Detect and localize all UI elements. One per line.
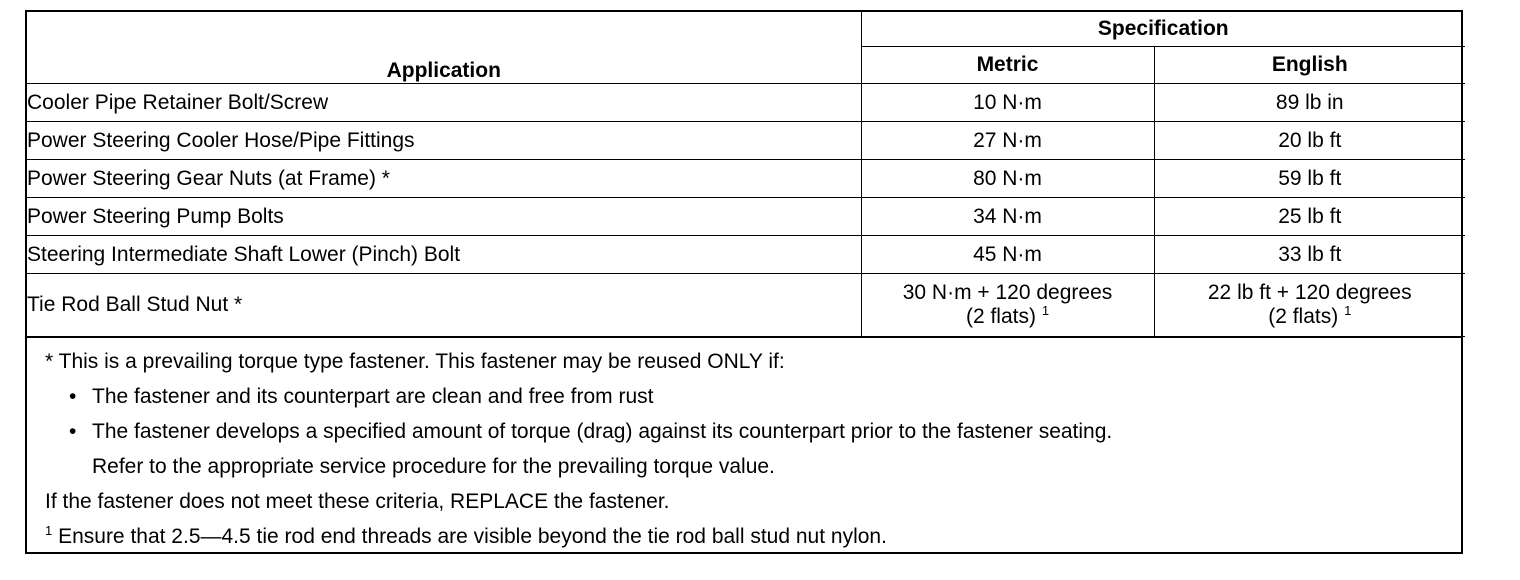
footnote-reference: 1 bbox=[1041, 303, 1050, 318]
metric-cell bbox=[861, 274, 1154, 337]
application-cell: Power Steering Gear Nuts (at Frame) * bbox=[27, 160, 861, 198]
application-cell: Power Steering Cooler Hose/Pipe Fittings bbox=[27, 122, 861, 160]
footnote-mark: 1 bbox=[45, 523, 53, 538]
footnote-reference: 1 bbox=[1344, 303, 1352, 318]
fastener-specification-table bbox=[25, 10, 1463, 554]
english-cell: 33 lb ft bbox=[1154, 236, 1465, 274]
english-cell: 59 lb ft bbox=[1154, 160, 1465, 198]
footnote-text: Ensure that 2.5—4.5 tie rod end threads are visible beyond the tie rod ball stud nut nylon. bbox=[58, 525, 887, 548]
list-item-text: The fastener develops a specified amount of torque (drag) against its counterpart prior to the fastener seating. bbox=[92, 420, 1113, 443]
list-item-continuation bbox=[67, 449, 1461, 484]
table-row bbox=[27, 236, 1465, 274]
list-item-text: Refer to the appropriate service procedure for the prevailing torque value. bbox=[92, 455, 775, 478]
list-item bbox=[67, 379, 1461, 414]
application-cell: Steering Intermediate Shaft Lower (Pinch) Bolt bbox=[27, 236, 861, 274]
table-row bbox=[27, 160, 1465, 198]
metric-cell: 80 N·m bbox=[861, 160, 1154, 198]
prevailing-torque-note: * This is a prevailing torque type fastener. This fastener may be reused ONLY if: bbox=[45, 350, 785, 373]
english-cell: 89 lb in bbox=[1154, 84, 1465, 122]
english-cell bbox=[1154, 274, 1465, 337]
specification-header: Specification bbox=[861, 12, 1465, 47]
metric-cell: 27 N·m bbox=[861, 122, 1154, 160]
table-row bbox=[27, 274, 1465, 337]
bullet-icon: • bbox=[69, 420, 77, 443]
notes-section bbox=[27, 337, 1461, 554]
english-header: English bbox=[1154, 47, 1465, 84]
replace-criteria-note: If the fastener does not meet these criteria, REPLACE the fastener. bbox=[45, 490, 670, 513]
application-cell: Tie Rod Ball Stud Nut * bbox=[27, 274, 861, 337]
bullet-icon: • bbox=[69, 385, 77, 408]
application-header: Application bbox=[27, 12, 861, 84]
list-item-text: The fastener and its counterpart are clean and free from rust bbox=[92, 385, 654, 408]
application-cell: Cooler Pipe Retainer Bolt/Screw bbox=[27, 84, 861, 122]
table-row bbox=[27, 122, 1465, 160]
metric-cell: 34 N·m bbox=[861, 198, 1154, 236]
application-cell: Power Steering Pump Bolts bbox=[27, 198, 861, 236]
table-row bbox=[27, 84, 1465, 122]
metric-value-line2: (2 flats) bbox=[965, 305, 1036, 328]
metric-cell: 10 N·m bbox=[861, 84, 1154, 122]
english-cell: 25 lb ft bbox=[1154, 198, 1465, 236]
spec-table bbox=[27, 12, 1465, 337]
list-item bbox=[67, 414, 1461, 449]
english-value-line2: (2 flats) bbox=[1268, 305, 1339, 328]
metric-value: 30 N·m + 120 degrees bbox=[902, 281, 1113, 304]
criteria-list bbox=[45, 379, 1461, 484]
metric-cell: 45 N·m bbox=[861, 236, 1154, 274]
english-value: 22 lb ft + 120 degrees bbox=[1207, 281, 1412, 304]
metric-header: Metric bbox=[861, 47, 1154, 84]
english-cell: 20 lb ft bbox=[1154, 122, 1465, 160]
table-row bbox=[27, 198, 1465, 236]
footnote bbox=[45, 519, 1461, 554]
